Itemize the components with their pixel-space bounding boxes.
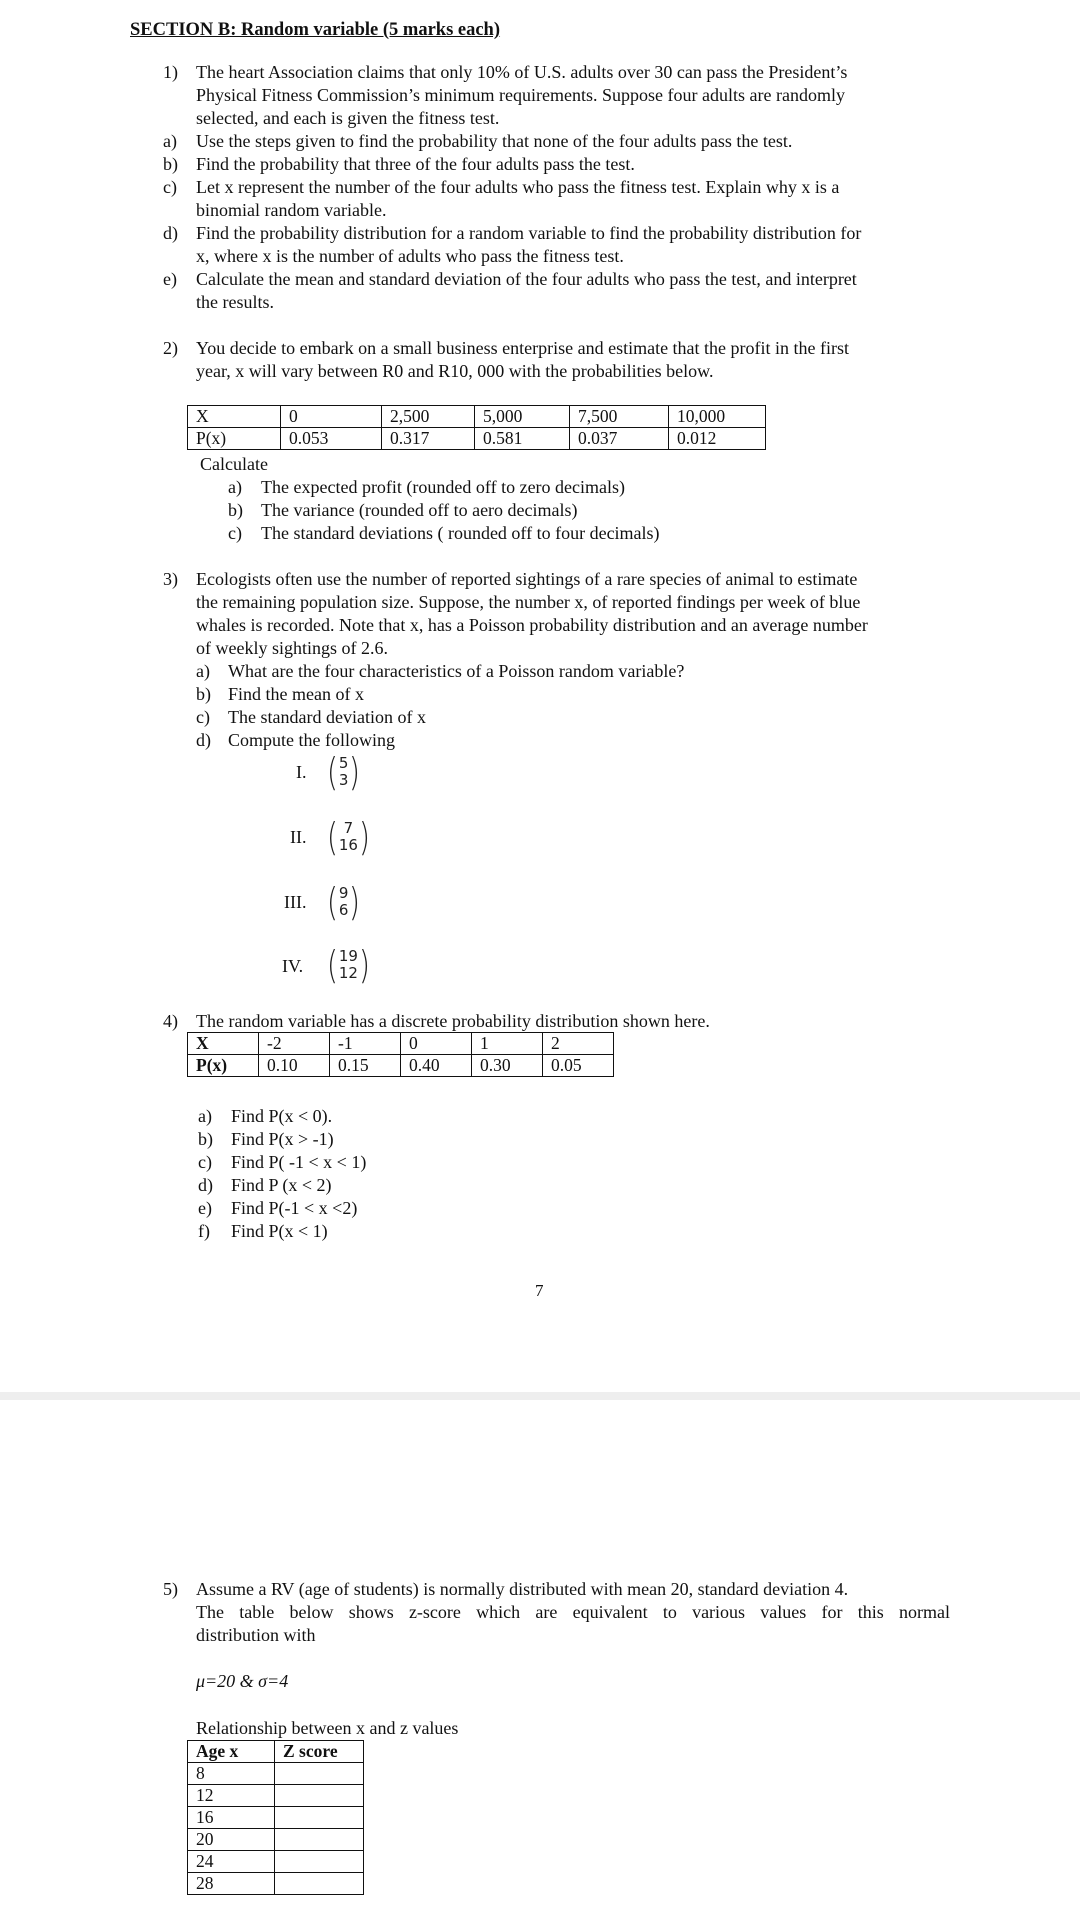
- binomial-top: 5: [338, 754, 349, 772]
- column-header: Z score: [275, 1741, 364, 1763]
- part-text: the results.: [196, 292, 274, 312]
- page-separator: [0, 1392, 1080, 1400]
- question-stem-line: Assume a RV (age of students) is normally distributed with mean 20, standard deviation 4.: [196, 1579, 849, 1599]
- table-row: [188, 1807, 364, 1829]
- table-cell: 0: [281, 406, 382, 428]
- question-stem-line: The random variable has a discrete probability distribution shown here.: [196, 1011, 710, 1031]
- part-text: Calculate the mean and standard deviation of the four adults who pass the test, and interpret: [196, 269, 857, 289]
- table-cell: 8: [188, 1763, 275, 1785]
- binomial-top: 19: [338, 947, 358, 965]
- page-number: 7: [535, 1281, 544, 1300]
- part-label: a): [196, 661, 210, 681]
- distribution-parameters: μ=20 & σ=4: [196, 1671, 289, 1691]
- table-row: [188, 1785, 364, 1807]
- table-cell: 10,000: [669, 406, 766, 428]
- table-row: [188, 1055, 614, 1077]
- roman-label: II.: [290, 827, 307, 847]
- table-cell: [275, 1785, 364, 1807]
- part-text: Find the probability distribution for a random variable to find the probability distribution for: [196, 223, 862, 243]
- calculate-label: Calculate: [200, 454, 268, 474]
- part-text: What are the four characteristics of a Poisson random variable?: [228, 661, 685, 681]
- question-stem-line: whales is recorded. Note that x, has a Poisson probability distribution and an average number: [196, 615, 868, 635]
- table-cell: 12: [188, 1785, 275, 1807]
- table-row: [188, 428, 766, 450]
- table-cell: P(x): [188, 428, 281, 450]
- question-number: 5): [163, 1579, 178, 1599]
- part-label: f): [198, 1221, 210, 1241]
- part-text: The variance (rounded off to aero decimals): [261, 500, 578, 520]
- question-stem-line: You decide to embark on a small business enterprise and estimate that the profit in the first: [196, 338, 850, 358]
- question-stem-line: the remaining population size. Suppose, the number x, of reported findings per week of blue: [196, 592, 861, 612]
- question-stem-line: Physical Fitness Commission’s minimum requirements. Suppose four adults are randomly: [196, 85, 845, 105]
- part-text: Find P(x < 0).: [231, 1106, 333, 1126]
- table-cell: 0.40: [401, 1055, 472, 1077]
- part-label: d): [163, 223, 178, 243]
- part-text: Find the mean of x: [228, 684, 364, 704]
- roman-label: III.: [284, 892, 307, 912]
- table-cell: 0.581: [475, 428, 570, 450]
- table-cell: 0.15: [330, 1055, 401, 1077]
- binomial-coefficient: ( 5 3 ): [326, 750, 361, 794]
- table-cell: [275, 1763, 364, 1785]
- table-cell: 0.30: [472, 1055, 543, 1077]
- table-caption: Relationship between x and z values: [196, 1718, 459, 1738]
- question-number: 4): [163, 1011, 178, 1031]
- table-row: [188, 406, 766, 428]
- part-text: Find the probability that three of the four adults pass the test.: [196, 154, 635, 174]
- question-stem-line: year, x will vary between R0 and R10, 000 with the probabilities below.: [196, 361, 714, 381]
- table-row: [188, 1033, 614, 1055]
- document-page-2: [0, 1400, 1080, 1909]
- part-label: c): [163, 177, 177, 197]
- part-text: binomial random variable.: [196, 200, 387, 220]
- table-cell: 2: [543, 1033, 614, 1055]
- table-cell: 0.05: [543, 1055, 614, 1077]
- binomial-coefficient: ( 9 6 ): [326, 880, 361, 924]
- table-cell: -1: [330, 1033, 401, 1055]
- profit-probability-table: [187, 405, 766, 450]
- question-number: 1): [163, 62, 178, 82]
- question-number: 3): [163, 569, 178, 589]
- part-text: Find P( -1 < x < 1): [231, 1152, 367, 1172]
- question-stem-line: Ecologists often use the number of reported sightings of a rare species of animal to estimate: [196, 569, 858, 589]
- section-title: SECTION B: Random variable (5 marks each): [130, 20, 501, 40]
- question-stem-line: The heart Association claims that only 10% of U.S. adults over 30 can pass the President’s: [196, 62, 848, 82]
- table-row: [188, 1873, 364, 1895]
- part-text: Find P(-1 < x <2): [231, 1198, 358, 1218]
- table-cell: 1: [472, 1033, 543, 1055]
- roman-label: I.: [296, 762, 307, 782]
- table-cell: [275, 1829, 364, 1851]
- table-cell: [275, 1851, 364, 1873]
- binomial-bottom: 12: [338, 964, 358, 982]
- table-row: [188, 1763, 364, 1785]
- table-cell: P(x): [188, 1055, 259, 1077]
- binomial-coefficient: ( 19 12 ): [326, 943, 370, 987]
- question-number: 2): [163, 338, 178, 358]
- part-label: c): [198, 1152, 212, 1172]
- binomial-bottom: 6: [338, 901, 349, 919]
- table-cell: 7,500: [570, 406, 669, 428]
- table-cell: 16: [188, 1807, 275, 1829]
- part-label: a): [163, 131, 177, 151]
- question-stem-line: distribution with: [196, 1625, 316, 1645]
- table-cell: 0.317: [382, 428, 475, 450]
- part-text: Let x represent the number of the four adults who pass the fitness test. Explain why x is a: [196, 177, 840, 197]
- part-label: b): [163, 154, 178, 174]
- part-label: a): [228, 477, 242, 497]
- question-stem-line: selected, and each is given the fitness test.: [196, 108, 500, 128]
- table-cell: X: [188, 1033, 259, 1055]
- binomial-coefficient: ( 7 16 ): [326, 815, 370, 859]
- roman-label: IV.: [282, 956, 304, 976]
- table-cell: 0.10: [259, 1055, 330, 1077]
- question-stem-line: of weekly sightings of 2.6.: [196, 638, 388, 658]
- part-label: d): [198, 1175, 213, 1195]
- part-text: Find P (x < 2): [231, 1175, 332, 1195]
- table-cell: [275, 1807, 364, 1829]
- x-z-relationship-table: [187, 1740, 364, 1895]
- table-cell: 2,500: [382, 406, 475, 428]
- table-header-row: [188, 1741, 364, 1763]
- table-row: [188, 1851, 364, 1873]
- part-text: The standard deviation of x: [228, 707, 426, 727]
- table-cell: 0.037: [570, 428, 669, 450]
- table-cell: X: [188, 406, 281, 428]
- table-cell: 20: [188, 1829, 275, 1851]
- table-cell: 5,000: [475, 406, 570, 428]
- binomial-bottom: 16: [338, 836, 358, 854]
- part-text: Find P(x < 1): [231, 1221, 328, 1241]
- table-row: [188, 1829, 364, 1851]
- part-text: Use the steps given to find the probability that none of the four adults pass the test.: [196, 131, 793, 151]
- part-label: c): [196, 707, 210, 727]
- table-cell: [275, 1873, 364, 1895]
- question-stem-line: The table below shows z-score which are equivalent to various values for this normal: [196, 1602, 950, 1622]
- part-label: b): [228, 500, 243, 520]
- part-label: e): [198, 1198, 212, 1218]
- part-text: The expected profit (rounded off to zero decimals): [261, 477, 626, 497]
- part-label: b): [198, 1129, 213, 1149]
- table-cell: 0.053: [281, 428, 382, 450]
- part-label: a): [198, 1106, 212, 1126]
- part-text: Find P(x > -1): [231, 1129, 334, 1149]
- table-cell: 28: [188, 1873, 275, 1895]
- part-label: e): [163, 269, 177, 289]
- binomial-top: 9: [338, 884, 349, 902]
- binomial-top: 7: [343, 819, 354, 837]
- table-cell: -2: [259, 1033, 330, 1055]
- part-text: Compute the following: [228, 730, 395, 750]
- part-label: c): [228, 523, 242, 543]
- discrete-distribution-table: [187, 1032, 614, 1077]
- binomial-bottom: 3: [338, 771, 349, 789]
- table-cell: 24: [188, 1851, 275, 1873]
- column-header: Age x: [188, 1741, 275, 1763]
- part-label: b): [196, 684, 211, 704]
- table-cell: 0.012: [669, 428, 766, 450]
- part-text: x, where x is the number of adults who pass the fitness test.: [196, 246, 624, 266]
- part-label: d): [196, 730, 211, 750]
- table-cell: 0: [401, 1033, 472, 1055]
- part-text: The standard deviations ( rounded off to four decimals): [261, 523, 660, 543]
